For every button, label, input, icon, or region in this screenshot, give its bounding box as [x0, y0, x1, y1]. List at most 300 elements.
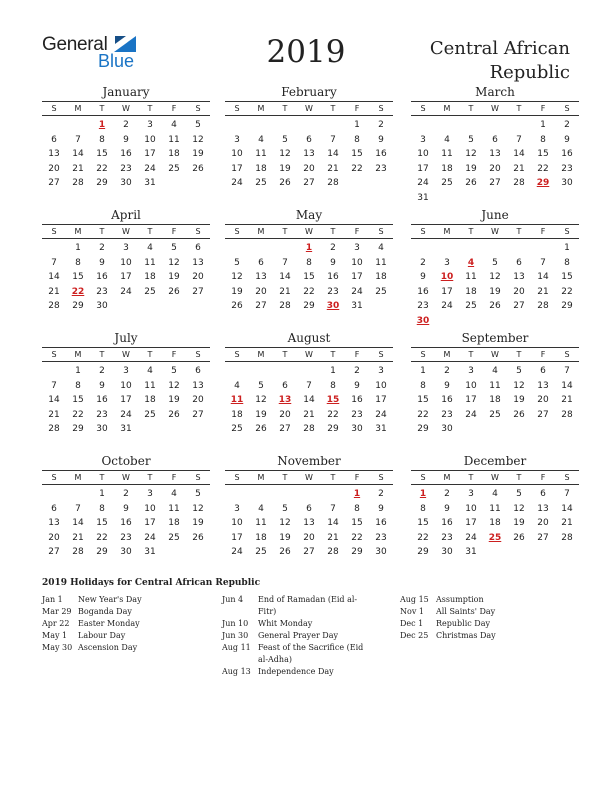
holiday-name: Easter Monday [78, 619, 140, 628]
weekday-label: T [99, 227, 105, 236]
day-cell: 3 [468, 366, 474, 376]
day-cell: 27 [255, 301, 267, 311]
day-cell: 12 [513, 380, 525, 391]
day-cell: 27 [192, 409, 204, 420]
holiday-name: Feast of the Sacrifice (Eid al-Adha) [258, 643, 364, 664]
day-cell: 27 [537, 532, 549, 543]
weekday-label: S [234, 350, 240, 359]
holiday-day-cell: 22 [71, 286, 85, 297]
empty-day-cell [273, 487, 297, 502]
day-cell: 25 [441, 178, 453, 188]
day-cell: 12 [489, 272, 501, 282]
day-cell: 20 [48, 532, 60, 543]
day-cell: 29 [303, 301, 315, 311]
weekday-label: F [354, 350, 360, 359]
day-cell: 20 [192, 395, 204, 405]
weekday-label: S [564, 104, 570, 113]
day-cell: 24 [441, 301, 453, 311]
day-cell: 1 [420, 366, 426, 376]
day-cell: 17 [120, 272, 132, 282]
weekday-label: S [378, 473, 384, 482]
day-cell: 24 [144, 532, 156, 543]
day-cell: 26 [231, 301, 243, 311]
day-cell: 14 [303, 395, 315, 405]
month-november [225, 453, 393, 560]
day-cell: 10 [120, 257, 132, 268]
day-cell: 16 [120, 149, 132, 159]
day-cell: 3 [354, 243, 360, 253]
day-cell: 8 [75, 380, 81, 391]
day-cell: 6 [306, 134, 312, 145]
day-cell: 19 [513, 395, 525, 405]
empty-day-cell [483, 241, 507, 256]
day-cell: 19 [168, 272, 180, 282]
country-title-line-1: Central African [429, 38, 570, 59]
day-cell: 18 [375, 272, 387, 282]
weekday-label: S [378, 104, 384, 113]
day-cell: 7 [330, 503, 336, 514]
days-grid [42, 487, 210, 560]
day-cell: 31 [351, 301, 363, 311]
day-cell: 8 [354, 134, 360, 145]
day-cell: 27 [48, 547, 60, 557]
day-cell: 2 [123, 489, 129, 499]
day-cell: 30 [120, 178, 132, 188]
weekday-label: F [540, 104, 546, 113]
day-cell: 13 [192, 257, 204, 268]
holiday-item [222, 642, 372, 666]
weekday-label: T [282, 350, 288, 359]
day-cell: 12 [255, 395, 267, 405]
holiday-name: Ascension Day [78, 643, 138, 652]
day-cell: 16 [351, 395, 363, 405]
day-cell: 19 [231, 286, 243, 297]
holiday-day-cell: 1 [98, 120, 106, 130]
day-cell: 6 [306, 503, 312, 514]
day-cell: 2 [444, 366, 450, 376]
day-cell: 5 [282, 503, 288, 514]
day-cell: 17 [441, 286, 453, 297]
day-cell: 31 [375, 424, 387, 434]
day-cell: 25 [375, 286, 387, 297]
day-cell: 28 [537, 301, 549, 311]
day-cell: 30 [375, 547, 387, 557]
holidays-column [42, 594, 202, 654]
day-cell: 13 [303, 518, 315, 528]
weekday-label: W [305, 227, 313, 236]
day-cell: 17 [231, 532, 243, 543]
weekday-label: W [491, 473, 499, 482]
weekday-header [42, 101, 210, 116]
day-cell: 4 [492, 489, 498, 499]
holiday-day-cell: 13 [278, 395, 292, 405]
empty-day-cell [507, 241, 531, 256]
day-cell: 25 [168, 532, 180, 543]
day-cell: 20 [303, 532, 315, 543]
day-cell: 4 [171, 120, 177, 130]
holiday-date: Aug 13 [222, 667, 251, 676]
day-cell: 21 [279, 286, 291, 297]
holiday-day-cell: 1 [419, 489, 427, 499]
weekday-label: T [147, 350, 153, 359]
month-february [225, 84, 393, 191]
day-cell: 23 [375, 532, 387, 543]
day-cell: 15 [561, 272, 573, 282]
day-cell: 24 [375, 409, 387, 420]
day-cell: 23 [351, 409, 363, 420]
day-cell: 22 [351, 163, 363, 174]
day-cell: 17 [351, 272, 363, 282]
weekday-label: T [516, 104, 522, 113]
day-cell: 7 [75, 134, 81, 145]
holidays-column [222, 594, 372, 678]
day-cell: 7 [564, 489, 570, 499]
day-cell: 4 [378, 243, 384, 253]
day-cell: 9 [444, 503, 450, 514]
holiday-name: Republic Day [436, 619, 490, 628]
day-cell: 2 [354, 366, 360, 376]
holiday-date: Dec 25 [400, 631, 429, 640]
weekday-label: S [51, 227, 57, 236]
day-cell: 12 [192, 503, 204, 514]
day-cell: 3 [123, 243, 129, 253]
weekday-label: T [516, 350, 522, 359]
holiday-date: Jun 4 [222, 595, 244, 604]
day-cell: 7 [75, 503, 81, 514]
day-cell: 25 [144, 409, 156, 420]
day-cell: 25 [489, 409, 501, 420]
day-cell: 28 [327, 178, 339, 188]
day-cell: 8 [420, 380, 426, 391]
month-january [42, 84, 210, 191]
day-cell: 18 [144, 395, 156, 405]
day-cell: 13 [537, 380, 549, 391]
day-cell: 22 [303, 286, 315, 297]
days-grid [411, 364, 579, 437]
weekday-label: T [330, 473, 336, 482]
day-cell: 22 [327, 409, 339, 420]
holiday-name: General Prayer Day [258, 631, 339, 640]
country-title-line-2: Republic [489, 62, 570, 83]
empty-day-cell [507, 118, 531, 133]
day-cell: 21 [327, 532, 339, 543]
weekday-label: F [354, 473, 360, 482]
day-cell: 31 [144, 178, 156, 188]
day-cell: 13 [489, 149, 501, 159]
day-cell: 23 [120, 532, 132, 543]
holiday-day-cell: 11 [230, 395, 244, 405]
day-cell: 10 [231, 149, 243, 159]
day-cell: 29 [561, 301, 573, 311]
day-cell: 27 [279, 424, 291, 434]
day-cell: 23 [441, 532, 453, 543]
month-title: January [102, 85, 150, 99]
weekday-header [225, 347, 393, 362]
weekday-label: S [51, 473, 57, 482]
day-cell: 8 [420, 503, 426, 514]
day-cell: 21 [48, 409, 60, 420]
day-cell: 6 [540, 366, 546, 376]
weekday-label: W [122, 227, 130, 236]
day-cell: 18 [255, 532, 267, 543]
day-cell: 19 [513, 518, 525, 528]
day-cell: 31 [465, 547, 477, 557]
holiday-name: All Saints' Day [436, 607, 496, 616]
day-cell: 18 [168, 518, 180, 528]
holiday-item [42, 618, 202, 630]
day-cell: 6 [51, 134, 57, 145]
day-cell: 29 [96, 547, 108, 557]
day-cell: 21 [48, 286, 60, 297]
day-cell: 26 [168, 409, 180, 420]
day-cell: 28 [48, 301, 60, 311]
day-cell: 17 [144, 518, 156, 528]
weekday-label: W [305, 104, 313, 113]
weekday-header [42, 470, 210, 485]
day-cell: 20 [537, 518, 549, 528]
day-cell: 25 [231, 424, 243, 434]
day-cell: 29 [351, 547, 363, 557]
holiday-date: Aug 11 [222, 643, 251, 652]
month-title: July [114, 331, 138, 345]
empty-day-cell [42, 487, 66, 502]
holiday-date: May 1 [42, 631, 68, 640]
day-cell: 20 [48, 163, 60, 174]
day-cell: 7 [282, 257, 288, 268]
holiday-item [222, 630, 372, 642]
weekday-label: W [491, 350, 499, 359]
month-december [411, 453, 579, 560]
day-cell: 2 [99, 366, 105, 376]
holiday-name: Assumption [436, 595, 484, 604]
day-cell: 28 [72, 547, 84, 557]
holiday-date: Jan 1 [42, 595, 63, 604]
day-cell: 16 [96, 395, 108, 405]
month-title: April [111, 208, 141, 222]
day-cell: 29 [96, 178, 108, 188]
weekday-label: M [74, 104, 82, 113]
day-cell: 1 [75, 366, 81, 376]
day-cell: 5 [195, 489, 201, 499]
day-cell: 23 [441, 409, 453, 420]
day-cell: 2 [123, 120, 129, 130]
day-cell: 7 [306, 380, 312, 391]
day-cell: 21 [513, 163, 525, 174]
weekday-label: S [420, 350, 426, 359]
day-cell: 12 [513, 503, 525, 514]
day-cell: 25 [255, 178, 267, 188]
day-cell: 24 [231, 547, 243, 557]
day-cell: 30 [96, 301, 108, 311]
holidays-title: 2019 Holidays for Central African Republic [42, 578, 261, 588]
empty-day-cell [297, 364, 321, 379]
weekday-label: S [420, 473, 426, 482]
day-cell: 23 [375, 163, 387, 174]
day-cell: 24 [144, 163, 156, 174]
day-cell: 31 [120, 424, 132, 434]
month-june [411, 207, 579, 328]
holiday-item [400, 606, 560, 618]
weekday-label: T [147, 473, 153, 482]
day-cell: 30 [351, 424, 363, 434]
empty-day-cell [459, 241, 483, 256]
day-cell: 23 [96, 409, 108, 420]
day-cell: 24 [231, 178, 243, 188]
logo-triangle-shade-icon [115, 36, 126, 44]
weekday-label: F [540, 350, 546, 359]
day-cell: 11 [144, 257, 156, 268]
day-cell: 28 [279, 301, 291, 311]
day-cell: 27 [303, 547, 315, 557]
day-cell: 3 [420, 134, 426, 145]
holidays-column [400, 594, 560, 642]
day-cell: 30 [441, 424, 453, 434]
month-may [225, 207, 393, 314]
day-cell: 21 [561, 395, 573, 405]
day-cell: 3 [147, 120, 153, 130]
month-title: September [461, 331, 529, 345]
weekday-label: T [282, 473, 288, 482]
weekday-label: T [99, 473, 105, 482]
day-cell: 10 [120, 380, 132, 391]
day-cell: 8 [306, 257, 312, 268]
days-grid [411, 118, 579, 205]
empty-day-cell [273, 364, 297, 379]
holiday-date: Jun 10 [222, 619, 249, 628]
days-grid [42, 241, 210, 314]
day-cell: 12 [279, 518, 291, 528]
day-cell: 20 [537, 395, 549, 405]
day-cell: 10 [144, 503, 156, 514]
weekday-label: S [234, 104, 240, 113]
day-cell: 15 [351, 518, 363, 528]
weekday-label: F [171, 104, 177, 113]
holiday-day-cell: 29 [536, 178, 550, 188]
day-cell: 20 [513, 286, 525, 297]
weekday-label: S [564, 473, 570, 482]
weekday-label: S [420, 227, 426, 236]
day-cell: 27 [537, 409, 549, 420]
day-cell: 26 [279, 178, 291, 188]
weekday-label: T [330, 350, 336, 359]
month-july [42, 330, 210, 437]
day-cell: 19 [489, 286, 501, 297]
day-cell: 9 [123, 134, 129, 145]
day-cell: 19 [255, 409, 267, 420]
weekday-label: T [516, 227, 522, 236]
day-cell: 5 [492, 257, 498, 268]
day-cell: 17 [144, 149, 156, 159]
weekday-label: W [491, 104, 499, 113]
day-cell: 19 [192, 149, 204, 159]
day-cell: 13 [192, 380, 204, 391]
weekday-label: S [234, 473, 240, 482]
day-cell: 20 [255, 286, 267, 297]
day-cell: 18 [255, 163, 267, 174]
day-cell: 15 [303, 272, 315, 282]
day-cell: 11 [375, 257, 387, 268]
day-cell: 20 [279, 409, 291, 420]
weekday-header [225, 224, 393, 239]
day-cell: 13 [513, 272, 525, 282]
day-cell: 26 [168, 286, 180, 297]
holiday-name: New Year's Day [78, 595, 142, 604]
day-cell: 18 [465, 286, 477, 297]
day-cell: 5 [516, 489, 522, 499]
day-cell: 5 [516, 366, 522, 376]
weekday-label: M [257, 227, 265, 236]
day-cell: 20 [303, 163, 315, 174]
day-cell: 31 [144, 547, 156, 557]
logo-word-blue: Blue [98, 51, 135, 71]
holiday-name: Whit Monday [258, 619, 313, 628]
holiday-name: Boganda Day [78, 607, 132, 616]
day-cell: 4 [444, 134, 450, 145]
day-cell: 10 [351, 257, 363, 268]
day-cell: 26 [279, 547, 291, 557]
month-september [411, 330, 579, 437]
holiday-day-cell: 30 [416, 315, 430, 326]
weekday-header [42, 224, 210, 239]
day-cell: 1 [99, 489, 105, 499]
empty-day-cell [225, 118, 249, 133]
weekday-label: F [171, 350, 177, 359]
day-cell: 27 [303, 178, 315, 188]
day-cell: 3 [234, 503, 240, 514]
weekday-label: S [195, 350, 201, 359]
day-cell: 8 [330, 380, 336, 391]
day-cell: 8 [564, 257, 570, 268]
day-cell: 30 [441, 547, 453, 557]
weekday-label: T [330, 227, 336, 236]
day-cell: 10 [375, 380, 387, 391]
empty-day-cell [66, 118, 90, 133]
day-cell: 5 [195, 120, 201, 130]
weekday-label: T [99, 350, 105, 359]
day-cell: 6 [516, 257, 522, 268]
day-cell: 6 [492, 134, 498, 145]
weekday-label: M [443, 473, 451, 482]
day-cell: 9 [378, 503, 384, 514]
day-cell: 17 [231, 163, 243, 174]
days-grid [42, 364, 210, 437]
day-cell: 16 [561, 149, 573, 159]
day-cell: 9 [123, 503, 129, 514]
day-cell: 19 [192, 518, 204, 528]
month-title: November [277, 454, 341, 468]
day-cell: 2 [378, 120, 384, 130]
month-title: February [281, 85, 337, 99]
day-cell: 25 [168, 163, 180, 174]
day-cell: 15 [537, 149, 549, 159]
day-cell: 6 [51, 503, 57, 514]
day-cell: 2 [330, 243, 336, 253]
day-cell: 22 [72, 409, 84, 420]
weekday-label: W [122, 473, 130, 482]
day-cell: 10 [231, 518, 243, 528]
holiday-day-cell: 25 [488, 532, 502, 543]
day-cell: 17 [465, 518, 477, 528]
holiday-item [42, 606, 202, 618]
day-cell: 7 [540, 257, 546, 268]
day-cell: 13 [48, 149, 60, 159]
day-cell: 20 [192, 272, 204, 282]
empty-day-cell [273, 241, 297, 256]
weekday-label: S [51, 104, 57, 113]
day-cell: 11 [144, 380, 156, 391]
day-cell: 4 [258, 134, 264, 145]
day-cell: 23 [120, 163, 132, 174]
